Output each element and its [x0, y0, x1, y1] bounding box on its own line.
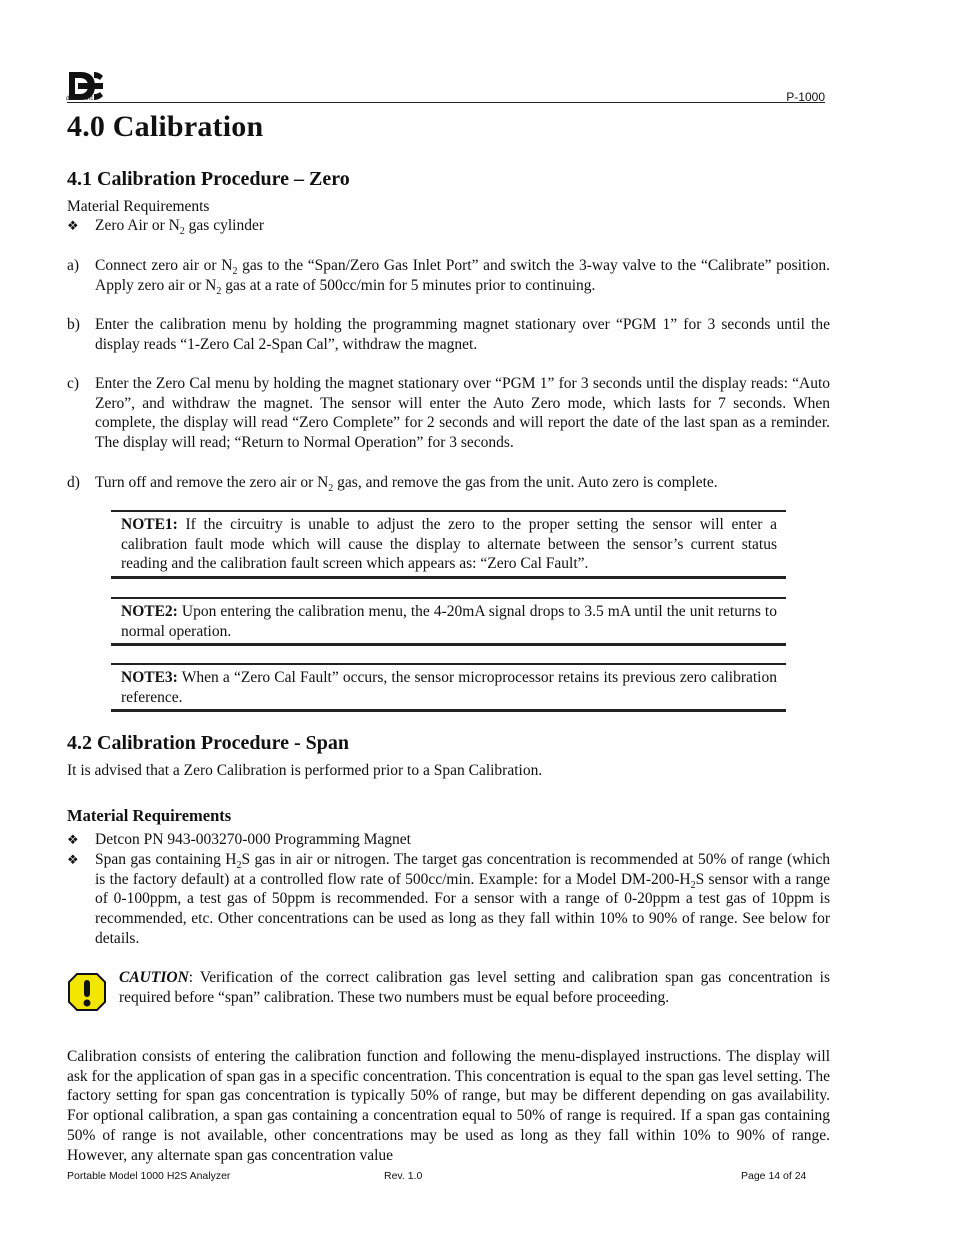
step-label-b: b) [67, 316, 80, 333]
step-label-d: d) [67, 474, 80, 491]
span-intro: It is advised that a Zero Calibration is performed prior to a Span Calibration. [67, 762, 543, 779]
bullet-icon: ❖ [67, 218, 79, 233]
note-box-2 [111, 597, 786, 646]
note-label: NOTE1: [121, 516, 178, 533]
caution-text: CAUTION: Verification of the correct calibration gas level setting and calibration span gas concentration is required before “span” calibration. These two numbers must be equal before proceeding. [119, 969, 830, 1006]
section-heading-zero: 4.1 Calibration Procedure – Zero [67, 168, 350, 190]
footer-page-number: Page 14 of 24 [741, 1170, 807, 1182]
step-b-text: Enter the calibration menu by holding the programming magnet stationary over “PGM 1” for 3 seconds until the display reads “1-Zero Cal 2-Span Cal”, withdraw the magnet. [95, 316, 830, 353]
bullet-magnet: Detcon PN 943-003270-000 Programming Magnet [95, 831, 411, 848]
bullet-zero-air: Zero Air or $N_2$ gas cylinder [95, 217, 264, 238]
step-label-c: c) [67, 375, 80, 392]
page-title: 4.0 Calibration [67, 110, 264, 143]
note-label: NOTE3: [121, 669, 178, 686]
header-rule [67, 102, 825, 103]
note-text: If the circuitry is unable to adjust the zero to the proper setting the sensor will enter a calibration fault mode which will cause the display to alternate between the sensor’s current status reading and the calibration fault screen which appears as: “Zero Cal Fault”. [121, 516, 777, 573]
bullet-icon: ❖ [67, 852, 79, 867]
note-box-1 [111, 510, 786, 579]
note-text: When a “Zero Cal Fault” occurs, the sensor microprocessor retains its previous zero calibration reference. [121, 669, 777, 706]
footer-revision: Rev. 1.0 [384, 1170, 423, 1182]
document-id: P-1000 [786, 90, 825, 104]
material-requirements-label: Material Requirements [67, 198, 210, 215]
bullet-span-gas: Span gas containing $H_2S$ gas in air or nitrogen. The target gas concentration is recommended at 50% of range (which is the factory default) at a controlled flow rate of 500cc/min. Example: for a Model $DM-200-H_2S$ sensor with a range of 0-100ppm, a test gas of 50ppm is recommended. For a sensor with a range of 0-20ppm a test gas of 10ppm is recommended, etc. Other concentrations can be used as long as they fall within 10% to 90% of range. See below for details. [95, 851, 830, 947]
step-d-text: Turn off and remove the zero air or $N_2$ gas, and remove the gas from the unit. Auto zero is complete. [95, 474, 718, 495]
step-a-text: Connect zero air or $N_2$ gas to the “Span/Zero Gas Inlet Port” and switch the 3-way valve to the “Calibrate” position. Apply zero air or $N_2$ gas at a rate of 500cc/min for 5 minutes prior to continuing. [95, 257, 831, 297]
bullet-icon: ❖ [67, 832, 79, 847]
logo-caption: detcon inc [66, 96, 94, 102]
section-heading-span: 4.2 Calibration Procedure - Span [67, 732, 350, 754]
note-label: NOTE2: [121, 603, 178, 620]
caution-icon [67, 972, 107, 1012]
note-text: Upon entering the calibration menu, the 4-20mA signal drops to 3.5 mA until the unit returns to normal operation. [121, 603, 777, 640]
step-label-a: a) [67, 257, 80, 274]
note-box-3 [111, 663, 786, 712]
calibration-body: Calibration consists of entering the calibration function and following the menu-displayed instructions. The display will ask for the application of span gas in a specific concentration. This concentration is equal to the span gas level setting. The factory setting for span gas concentration is typically 50% of range, but may be different depending on gas availability. For optional calibration, a span gas containing a concentration equal to 50% of range is required. If a span gas containing 50% of range is not available, other concentrations may be used as long as they fall within 10% to 90% of range. However, any alternate span gas concentration value [67, 1048, 830, 1164]
footer-product: Portable Model 1000 H2S Analyzer [67, 1170, 231, 1182]
span-material-label: Material Requirements [67, 806, 232, 825]
step-c-text: Enter the Zero Cal menu by holding the magnet stationary over “PGM 1” for 3 seconds until the display reads: “Auto Zero”, and withdraw the magnet. The sensor will enter the Auto Zero mode, which lasts for 7 seconds. When complete, the display will read “Zero Complete” for 2 seconds and will report the date of the last span as a reminder. The display will read; “Return to Normal Operation” for 3 seconds. [95, 375, 830, 452]
